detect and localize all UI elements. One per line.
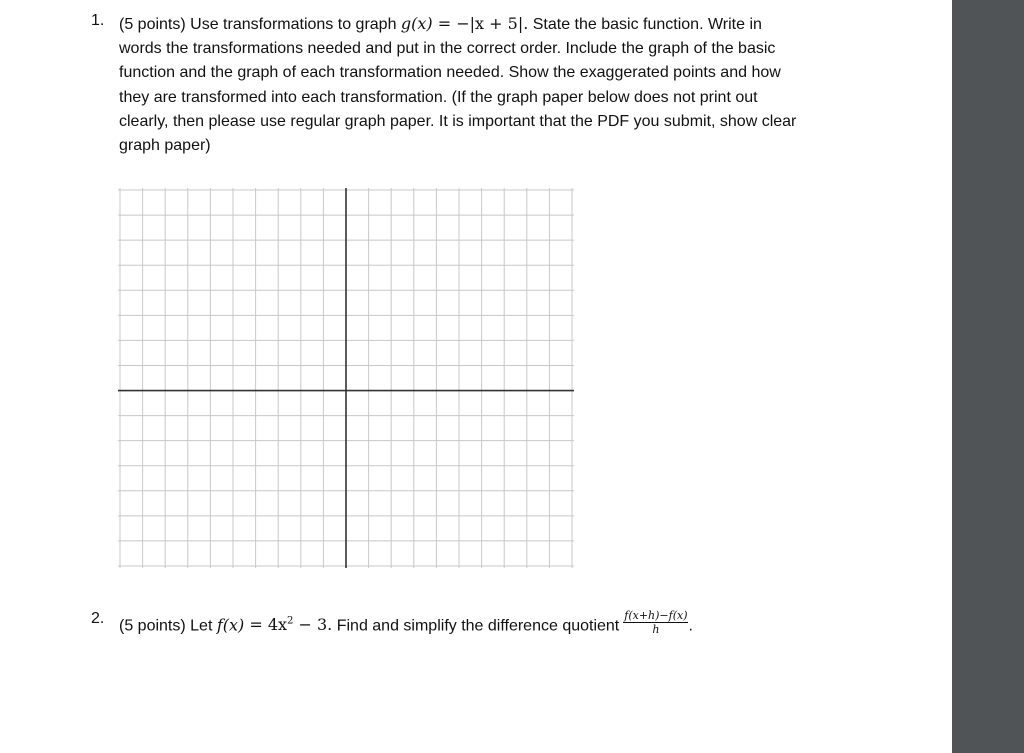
function-f-definition: = $4x^2 - 3$.	[244, 615, 333, 635]
fraction-denominator: h	[652, 622, 660, 636]
viewer-sidebar	[952, 0, 1024, 753]
function-f: f(x)	[216, 615, 245, 635]
function-g-definition: = −|x + 5|.	[432, 14, 529, 33]
function-g: g(x)	[400, 14, 433, 33]
problem-1-line-3: function and the graph of each transformation needed. Show the exaggerated points and how	[119, 64, 781, 82]
problem-1-line-1: (5 points) Use transformations to graph g(x) = −|x + 5|. State the basic function. Write in	[119, 14, 762, 33]
problem-2-number: 2.	[91, 610, 105, 627]
problem-1-text	[119, 12, 879, 158]
problem-1-line-6: graph paper)	[119, 137, 211, 155]
problem-1-line-5: clearly, then please use regular graph paper. It is important that the PDF you submit, show clear	[119, 112, 797, 130]
problem-1-number: 1.	[91, 12, 105, 29]
fraction-numerator: f(x+h)−f(x)	[624, 608, 688, 622]
problem-1-line-2: words the transformations needed and put in the correct order. Include the graph of the basic	[119, 40, 776, 58]
difference-quotient-fraction	[623, 609, 688, 636]
problem-2-text: (5 points) Let $f(x) = 4x^2 - 3$. Find and simplify the difference quotient $\frac{f(x+h)-f(x)}{h}$ .	[119, 608, 693, 636]
graph-paper	[118, 188, 574, 568]
problem-1-line-4: they are transformed into each transformation. (If the graph paper below does not print out	[119, 88, 758, 106]
